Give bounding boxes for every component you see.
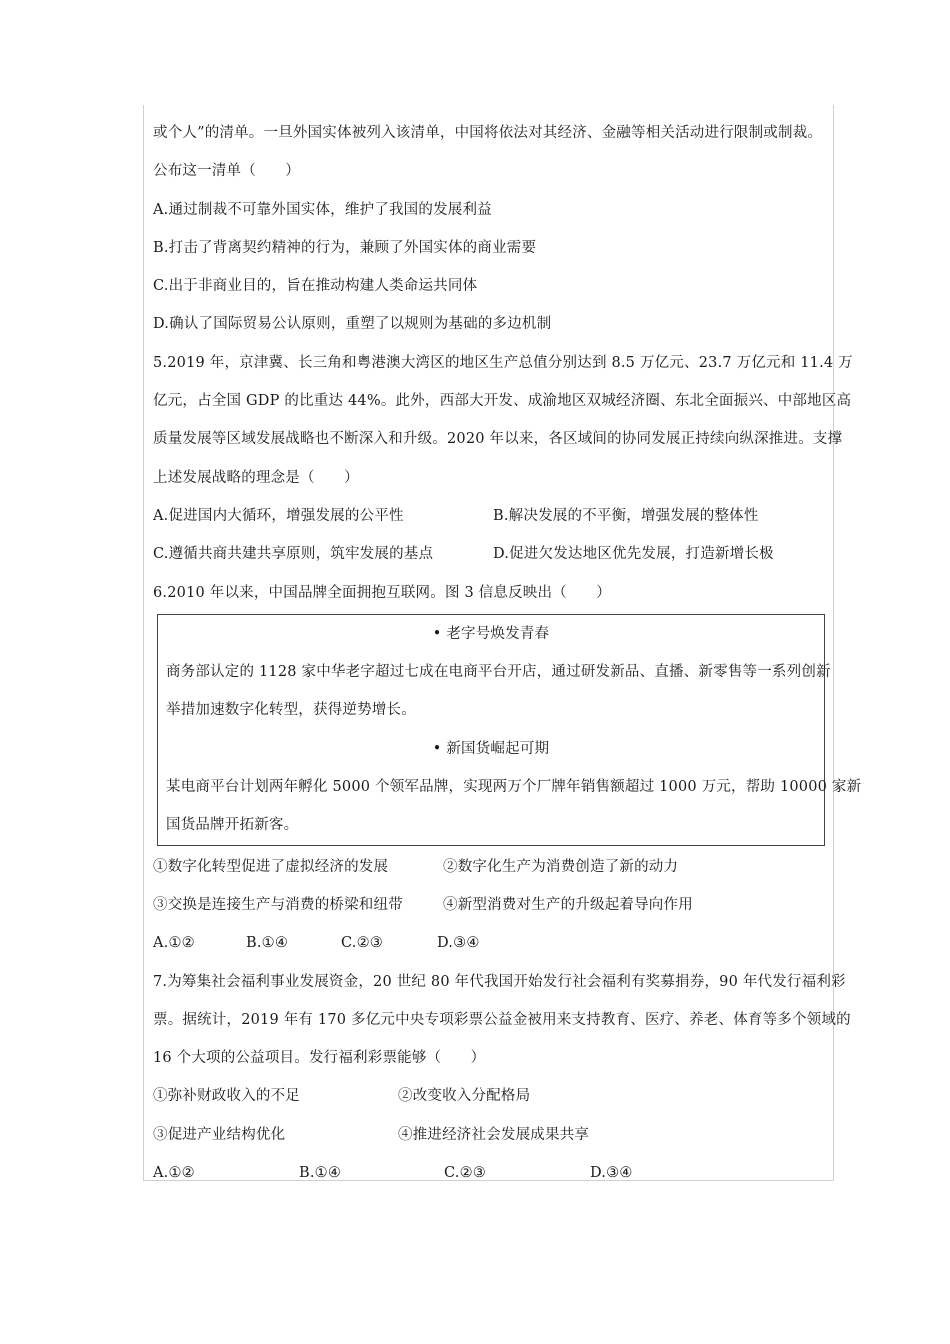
document-content bbox=[153, 114, 862, 1192]
q7-answers-row bbox=[153, 1154, 829, 1192]
q4-option-c: C.出于非商业目的，旨在推动构建人类命运共同体 bbox=[153, 278, 478, 295]
q7-statement-2: ②改变收入分配格局 bbox=[398, 1088, 531, 1105]
q7-stem-line-3: 16 个大项的公益项目。发行福利彩票能够（ ） bbox=[153, 1050, 486, 1067]
q6-statements-row-2 bbox=[153, 886, 829, 924]
q4-stem-line-1: 或个人”的清单。一旦外国实体被列入该清单，中国将依法对其经济、金融等相关活动进行限制或制裁。 bbox=[153, 125, 823, 141]
q5-option-d: D.促进欠发达地区优先发展，打造新增长极 bbox=[493, 546, 774, 563]
q5-stem-line-4: 上述发展战略的理念是（ ） bbox=[153, 469, 359, 486]
q4-option-b: B.打击了背离契约精神的行为，兼顾了外国实体的商业需要 bbox=[153, 239, 537, 256]
q5-option-a: A.促进国内大循环，增强发展的公平性 bbox=[153, 507, 404, 524]
q6-box-para1-line-2: 举措加速数字化转型，获得逆势增长。 bbox=[166, 702, 416, 719]
q6-statement-3: ③交换是连接生产与消费的桥梁和纽带 bbox=[153, 896, 403, 913]
q6-box-para2-line-1: 某电商平台计划两年孵化 5000 个领军品牌，实现两万个厂牌年销售额超过 1000 万元，帮助 10000 家新 bbox=[166, 779, 862, 796]
q5-stem-line-3: 质量发展等区域发展战略也不断深入和升级。2020 年以来，各区域间的协同发展正持续向纵深推进。支撑 bbox=[153, 431, 843, 448]
q6-box-heading-1: • 老字号焕发青春 bbox=[432, 625, 550, 642]
q5-options-row-2 bbox=[153, 535, 829, 573]
q6-statement-2: ②数字化生产为消费创造了新的动力 bbox=[443, 858, 679, 875]
q6-stem: 6.2010 年以来，中国品牌全面拥抱互联网。图 3 信息反映出（ ） bbox=[153, 584, 611, 601]
q7-statements-row-2 bbox=[153, 1116, 829, 1154]
q6-statements-row-1 bbox=[153, 848, 829, 886]
q6-answer-d: D.③④ bbox=[437, 935, 480, 952]
q6-box-heading-2: • 新国货崛起可期 bbox=[432, 740, 550, 757]
q7-statement-1: ①弥补财政收入的不足 bbox=[153, 1088, 300, 1105]
q6-answer-b: B.①④ bbox=[246, 935, 289, 952]
q7-statement-4: ④推进经济社会发展成果共享 bbox=[398, 1126, 590, 1143]
q5-option-c: C.遵循共商共建共享原则，筑牢发展的基点 bbox=[153, 546, 434, 563]
q4-option-d: D.确认了国际贸易公认原则，重塑了以规则为基础的多边机制 bbox=[153, 316, 552, 333]
q7-statements-row-1 bbox=[153, 1077, 829, 1115]
q7-statement-3: ③促进产业结构优化 bbox=[153, 1126, 286, 1143]
q4-option-a: A.通过制裁不可靠外国实体，维护了我国的发展利益 bbox=[153, 201, 492, 218]
q6-box-para2-line-2: 国货品牌开拓新客。 bbox=[166, 817, 299, 834]
q6-statement-1: ①数字化转型促进了虚拟经济的发展 bbox=[153, 858, 389, 875]
q4-stem-line-2: 公布这一清单（ ） bbox=[153, 163, 300, 180]
q6-info-box bbox=[157, 614, 862, 846]
q6-answer-c: C.②③ bbox=[341, 935, 383, 952]
q6-box-para1-line-1: 商务部认定的 1128 家中华老字超过七成在电商平台开店，通过研发新品、直播、新零售等一系列创新 bbox=[166, 664, 831, 681]
q7-answer-c: C.②③ bbox=[444, 1165, 486, 1182]
q6-answers-row bbox=[153, 924, 829, 962]
q7-answer-a: A.①② bbox=[153, 1165, 195, 1182]
q6-answer-a: A.①② bbox=[153, 935, 195, 952]
q7-answer-b: B.①④ bbox=[299, 1165, 342, 1182]
q5-stem-line-1: 5.2019 年，京津冀、长三角和粤港澳大湾区的地区生产总值分别达到 8.5 万亿元、23.7 万亿元和 11.4 万 bbox=[153, 354, 853, 371]
q7-answer-d: D.③④ bbox=[590, 1165, 633, 1182]
q5-options-row-1 bbox=[153, 497, 829, 535]
q7-stem-line-1: 7.为筹集社会福利事业发展资金，20 世纪 80 年代我国开始发行社会福利有奖募捐券，90 年代发行福利彩 bbox=[153, 973, 846, 990]
q5-stem-line-2: 亿元，占全国 GDP 的比重达 44%。此外，西部大开发、成渝地区双城经济圈、东北全面振兴、中部地区高 bbox=[153, 393, 852, 410]
q6-statement-4: ④新型消费对生产的升级起着导向作用 bbox=[443, 896, 693, 913]
q7-stem-line-2: 票。据统计，2019 年有 170 多亿元中央专项彩票公益金被用来支持教育、医疗、养老、体育等多个领域的 bbox=[153, 1011, 851, 1028]
q5-option-b: B.解决发展的不平衡，增强发展的整体性 bbox=[493, 507, 759, 524]
